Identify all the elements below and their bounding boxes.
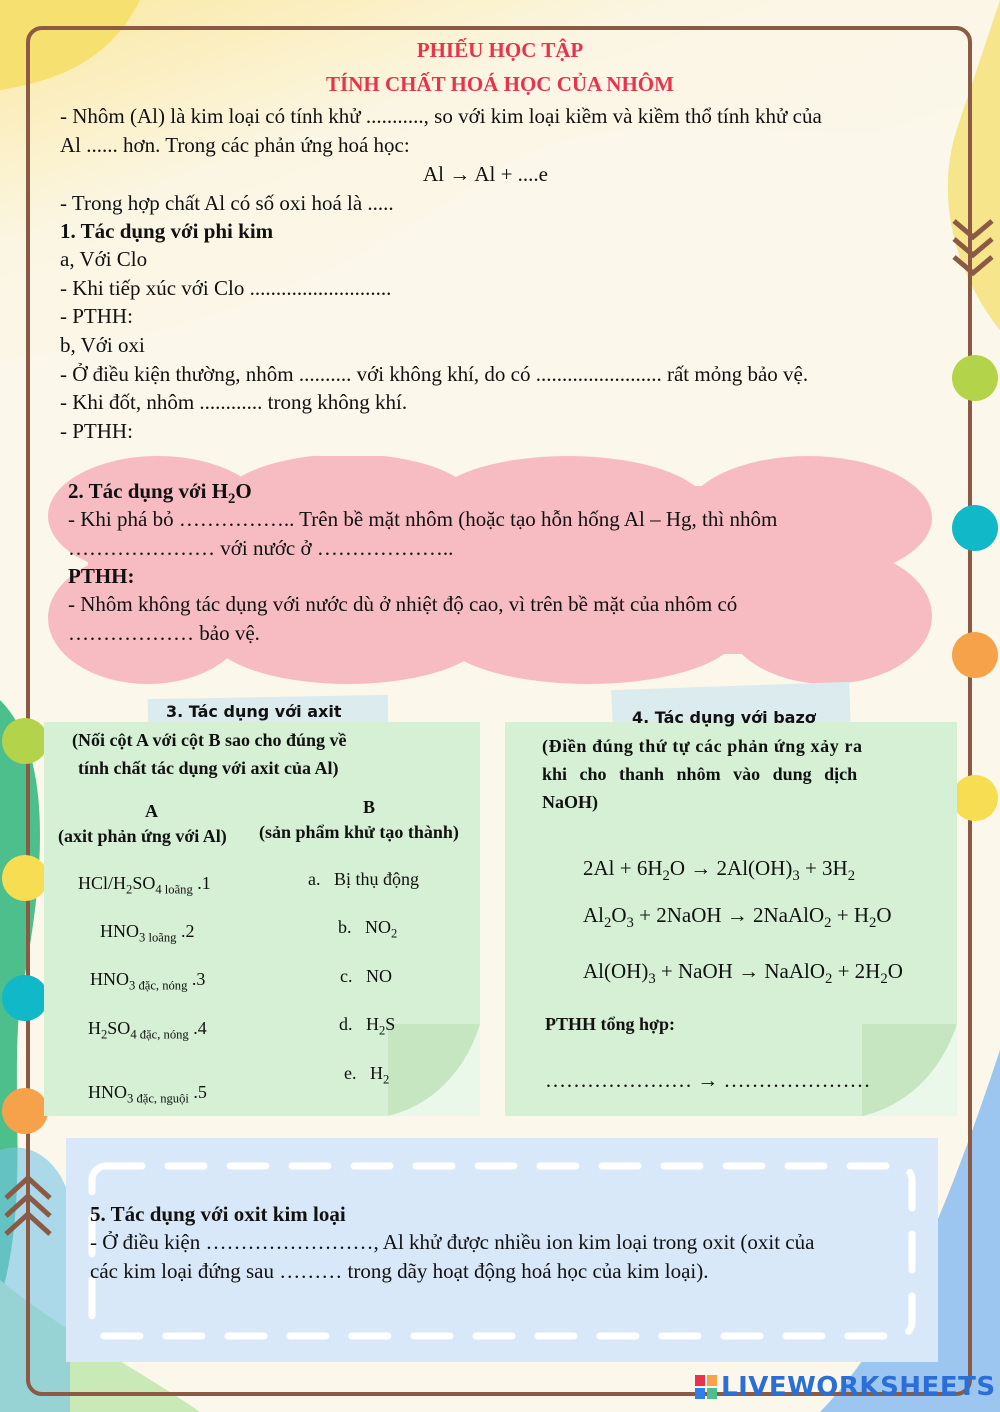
column-b-subheader: (sản phẩm khử tạo thành) [259, 822, 459, 842]
decor-dot-teal-left [2, 975, 48, 1021]
section-1a-pthh: - PTHH: [60, 304, 133, 328]
decor-dot-green-left [2, 718, 48, 764]
acid-item-5: $HNO_{3 đặc, nguội}$ .5 [88, 1082, 207, 1106]
product-item-c: c. NO [340, 966, 392, 986]
liveworksheets-logo-icon [695, 1375, 717, 1399]
section-2-heading: 2. Tác dụng với $H_2O$ [68, 479, 252, 508]
section-1a-line-1: - Khi tiếp xúc với Clo ........................... [60, 276, 392, 300]
worksheet-subtitle: TÍNH CHẤT HOÁ HỌC CỦA NHÔM [326, 72, 674, 96]
section-2-line-4: ……………… bảo vệ. [68, 621, 260, 645]
section-5-heading: 5. Tác dụng với oxit kim loại [90, 1202, 346, 1226]
worksheet-title: PHIẾU HỌC TẬP [416, 38, 584, 62]
acid-item-2: $HNO_{3 loãng}$ .2 [100, 921, 195, 945]
intro-line-1: - Nhôm (Al) là kim loại có tính khử ..........., so với kim loại kiềm và kiềm thổ tính khử của [60, 104, 822, 128]
section-3-instruction-2: tính chất tác dụng với axit của Al) [78, 758, 339, 778]
acid-item-3: $HNO_{3 đặc, nóng}$ .3 [90, 969, 206, 993]
section-4-instruction-2: khi cho thanh nhôm vào dung dịch [542, 764, 858, 784]
combined-equation-blank[interactable]: ………………… → ………………… [545, 1068, 871, 1092]
intro-equation: Al → Al + ....e [423, 162, 549, 186]
section-3-tab-label: 3. Tác dụng với axit [166, 702, 342, 721]
decor-dot-orange-left [2, 1088, 48, 1134]
chevron-down-icon [950, 215, 996, 285]
decor-dot-yellow-left [2, 855, 48, 901]
column-a-header: A [145, 801, 158, 821]
product-item-a: a. Bị thụ động [308, 869, 420, 889]
reaction-3: $Al(OH)_3$ + NaOH → NaAlO$_2$ + $2H_2O$ [583, 959, 903, 988]
product-item-e: e. $H_2$ [344, 1063, 390, 1087]
combined-equation-label: PTHH tổng hợp: [545, 1014, 675, 1034]
chevron-up-icon [2, 1172, 54, 1242]
column-b-header: B [363, 797, 376, 817]
reaction-2: $Al_2O_3$ + 2NaOH → 2NaAlO$_2$ + $H_2O$ [583, 903, 892, 932]
section-1b-line-2: - Khi đốt, nhôm ............ trong không khí. [60, 390, 408, 414]
section-5-line-1: - Ở điều kiện ……………………, Al khử được nhiều ion kim loại trong oxit (oxit của [90, 1230, 815, 1254]
section-4-tab-label: 4. Tác dụng với bazơ [632, 708, 816, 727]
section-5-line-2: các kim loại đứng sau ……… trong dãy hoạt động hoá học của kim loại). [90, 1259, 709, 1283]
liveworksheets-logo-text: LIVEWORKSHEETS [721, 1372, 996, 1402]
section-4-page-curl [862, 1024, 957, 1116]
decor-dot-yellow [952, 775, 998, 821]
decor-dot-teal [952, 505, 998, 551]
product-item-b: b. $NO_2$ [338, 917, 398, 941]
column-a-subheader: (axit phản ứng với Al) [58, 826, 227, 846]
section-4-instruction-3: NaOH) [542, 792, 598, 812]
section-1b-label: b, Với oxi [60, 333, 145, 357]
reaction-1: $2Al + 6H_2O \to 2Al(OH)_3 + 3H_2$ [583, 856, 856, 885]
section-1a-label: a, Với Clo [60, 247, 148, 271]
section-3-page-curl [388, 1024, 480, 1116]
acid-item-4: $H_2SO_{4 đặc, nóng}$ .4 [88, 1018, 207, 1042]
decor-dot-green [952, 355, 998, 401]
section-1-heading: 1. Tác dụng với phi kim [60, 219, 274, 243]
section-3-instruction-1: (Nối cột A với cột B sao cho đúng về [72, 730, 347, 750]
intro-line-2: Al ...... hơn. Trong các phản ứng hoá học: [60, 133, 410, 157]
section-4-instruction-1: (Điền đúng thứ tự các phản ứng xảy ra [542, 736, 863, 756]
acid-item-1: HCl/$H_2SO_{4 loãng}$ .1 [78, 873, 211, 897]
section-1b-pthh: - PTHH: [60, 419, 133, 443]
section-2-pthh: PTHH: [68, 564, 135, 588]
decor-dot-orange [952, 632, 998, 678]
section-2-line-2: ………………… với nước ở ……………….. [68, 536, 454, 560]
section-2-line-1: - Khi phá bỏ …………….. Trên bề mặt nhôm (hoặc tạo hỗn hống Al – Hg, thì nhôm [68, 507, 778, 531]
product-item-d: d. $H_2S$ [339, 1014, 396, 1038]
section-1b-line-1: - Ở điều kiện thường, nhôm .......... với không khí, do có ........................ rất mỏng bảo vệ. [60, 362, 809, 386]
intro-line-3: - Trong hợp chất Al có số oxi hoá là ..... [60, 191, 394, 215]
liveworksheets-logo [695, 1372, 996, 1402]
section-2-line-3: - Nhôm không tác dụng với nước dù ở nhiệt độ cao, vì trên bề mặt của nhôm có [68, 592, 738, 616]
